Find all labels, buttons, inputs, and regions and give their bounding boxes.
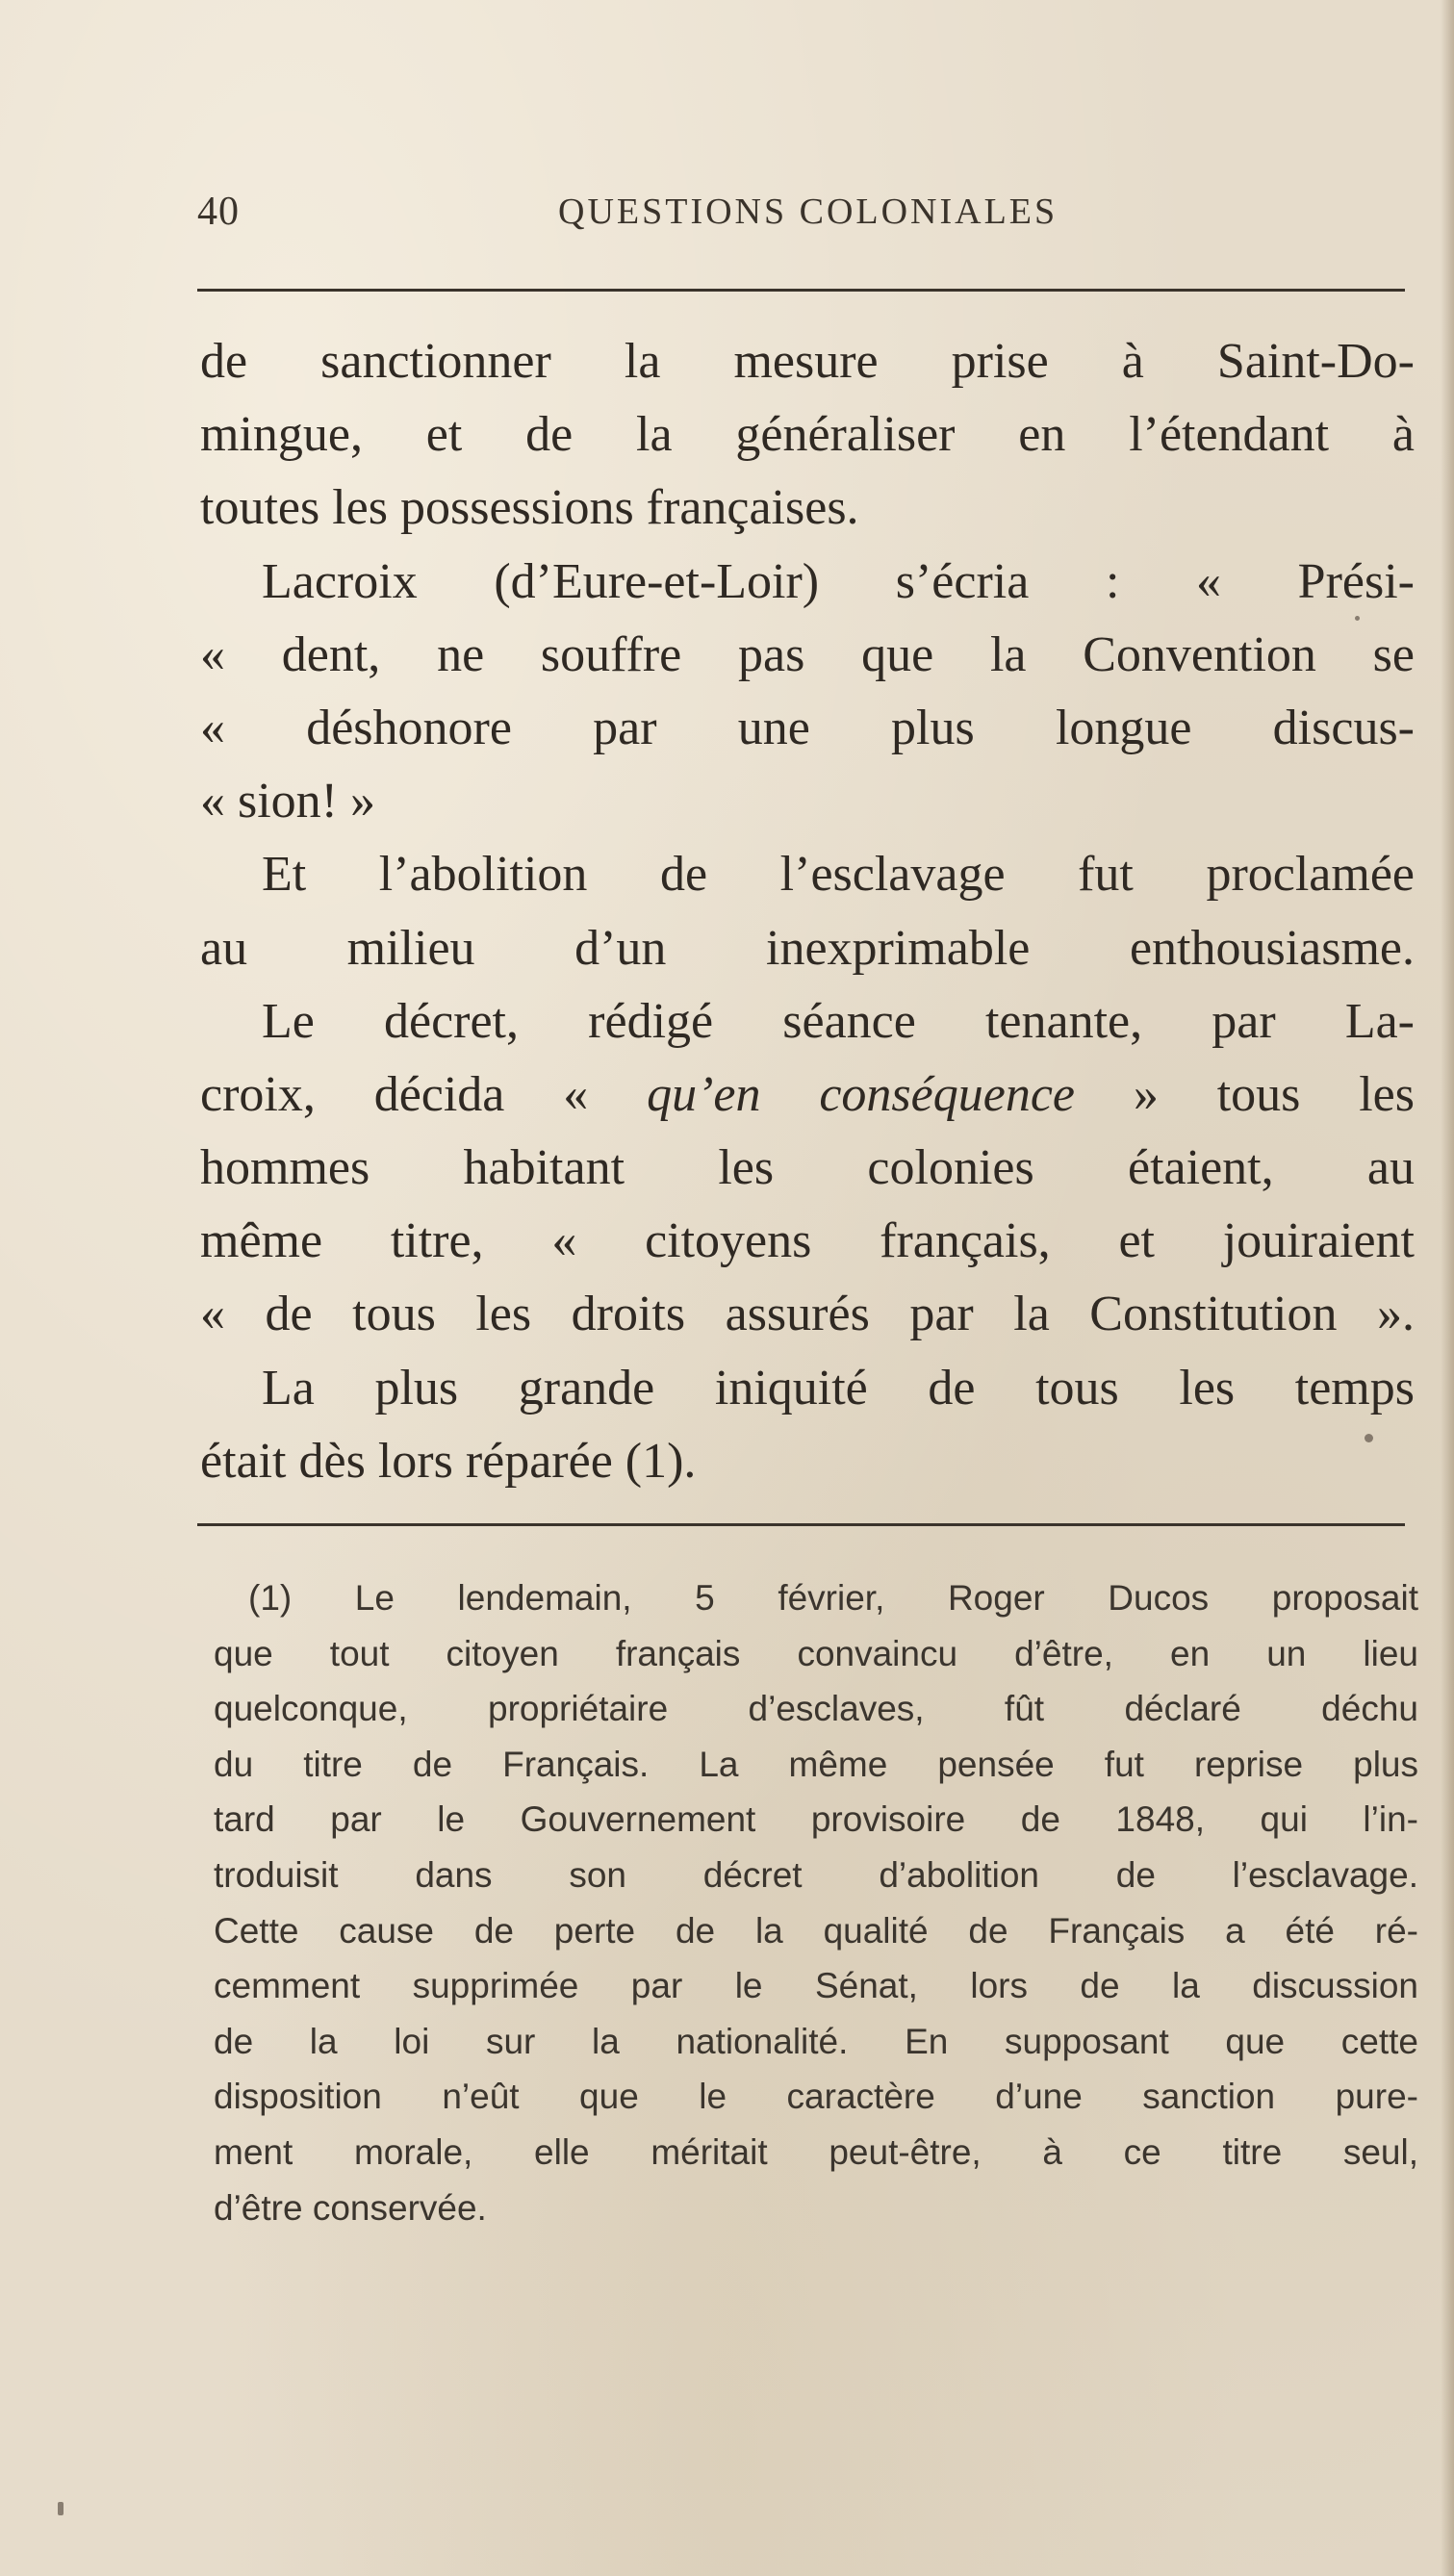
text-line: Lacroix (d’Eure-et-Loir) s’écria : « Prési- [262, 553, 1415, 609]
text-line: était dès lors réparée (1). [200, 1433, 697, 1489]
text-line: Le décret, rédigé séance tenante, par La- [262, 993, 1415, 1049]
paper-speck [58, 2502, 64, 2515]
footnote-rule [197, 1523, 1405, 1526]
text-line: « de tous les droits assurés par la Constitution ». [200, 1287, 1415, 1342]
page-number: 40 [197, 190, 240, 234]
main-text [200, 325, 1415, 1498]
paper-speck [1365, 1434, 1373, 1442]
italic-phrase: qu’en conséquence [647, 1066, 1075, 1122]
footnote-line: que tout citoyen français convaincu d’être, en un lieu [214, 1633, 1418, 1673]
footnote-line: tard par le Gouvernement provisoire de 1848, qui l’in- [214, 1799, 1418, 1840]
page-edge-shadow [1441, 0, 1454, 2576]
text-segment: » tous les [1074, 1066, 1415, 1122]
text-line: « dent, ne souffre pas que la Convention se [200, 626, 1415, 682]
page-header [197, 189, 1405, 246]
footnote-line: cemment supprimée par le Sénat, lors de la discussion [214, 1966, 1418, 2006]
text-line: même titre, « citoyens français, et jouiraient [200, 1213, 1415, 1269]
text-line: toutes les possessions françaises. [200, 480, 859, 536]
footnote-line: Cette cause de perte de la qualité de Français a été ré- [214, 1910, 1418, 1951]
text-line: au milieu d’un inexprimable enthousiasme. [200, 920, 1415, 976]
text-line: hommes habitant les colonies étaient, au [200, 1140, 1415, 1196]
running-title: QUESTIONS COLONIALES [558, 191, 1059, 232]
text-line: mingue, et de la généraliser en l’étendant à [200, 407, 1415, 463]
text-line: « déshonore par une plus longue discus- [200, 700, 1415, 755]
footnote-line: (1) Le lendemain, 5 février, Roger Ducos proposait [248, 1578, 1418, 1618]
text-line: « sion! » [200, 774, 375, 829]
footnote-line: ment morale, elle méritait peut-être, à ce titre seul, [214, 2131, 1418, 2172]
text-line: de sanctionner la mesure prise à Saint-Do- [200, 334, 1415, 389]
footnote-line: d’être conservée. [214, 2187, 487, 2228]
footnote-line: du titre de Français. La même pensée fut reprise plus [214, 1744, 1418, 1784]
text-line: Et l’abolition de l’esclavage fut proclamée [262, 847, 1415, 903]
paper-speck [1355, 616, 1360, 621]
footnote-line: quelconque, propriétaire d’esclaves, fût déclaré déchu [214, 1689, 1418, 1729]
footnote-line: disposition n’eût que le caractère d’une sanction pure- [214, 2077, 1418, 2117]
text-line: La plus grande iniquité de tous les temps [262, 1360, 1415, 1416]
footnote-line: troduisit dans son décret d’abolition de l’esclavage. [214, 1854, 1418, 1895]
footnote [214, 1570, 1418, 2235]
header-rule [197, 289, 1405, 292]
text-line-with-italic [200, 1058, 1415, 1132]
footnote-line: de la loi sur la nationalité. En supposant que cette [214, 2021, 1418, 2061]
text-segment: croix, décida « [200, 1066, 648, 1122]
